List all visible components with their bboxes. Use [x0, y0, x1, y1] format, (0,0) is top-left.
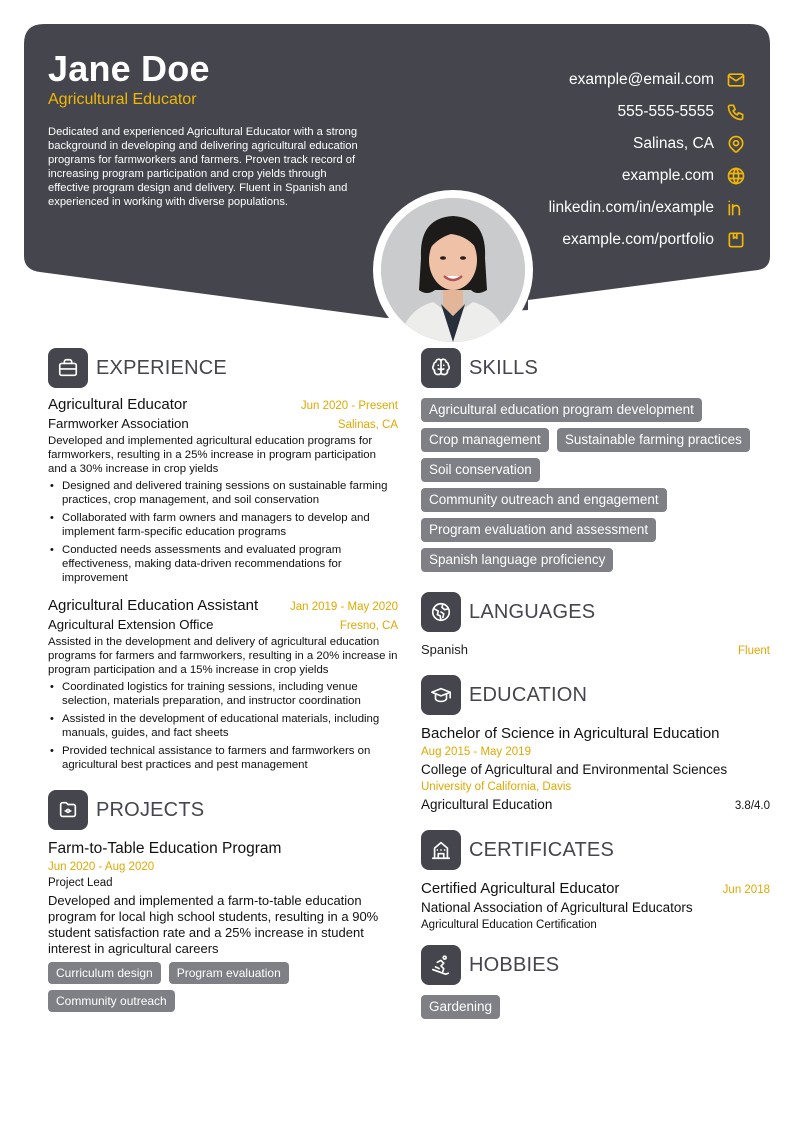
job-entry [48, 597, 398, 772]
contact-linkedin-text: linkedin.com/in/example [548, 199, 714, 216]
job-bullet: • Collaborated with farm owners and managers to develop and implement farm-specific education programs [48, 511, 398, 539]
linkedin-icon [726, 198, 746, 218]
phone-icon [726, 102, 746, 122]
job-location: Fresno, CA [339, 620, 398, 632]
job-title: Agricultural Educator [48, 396, 188, 413]
skill-tag: Program evaluation and assessment [421, 518, 656, 542]
job-entry [48, 396, 398, 585]
experience-title: EXPERIENCE [96, 356, 227, 379]
job-location: Salinas, CA [337, 419, 398, 431]
projects-header [48, 790, 398, 830]
project-entry [48, 840, 398, 1018]
folder-icon [48, 790, 88, 830]
candidate-name: Jane Doe [48, 48, 210, 89]
email-icon [726, 70, 746, 90]
project-tags [48, 962, 398, 1018]
project-description: Developed and implemented a farm-to-table education program for local high school students, resulting in a 90% student satisfaction rate and a 25% increase in student interest in agricultural careers [48, 893, 379, 956]
education-school: College of Agricultural and Environmental Sciences [421, 762, 728, 777]
contact-website-text: example.com [621, 167, 714, 184]
job-bullet: • Designed and delivered training sessions on sustainable farming practices, crop management, and soil conservation [48, 479, 398, 507]
job-description: Developed and implemented agricultural education programs for farmworkers, resulting in a 25% increase in program participation and a 30% increase in crop yields [48, 435, 376, 475]
project-tag: Community outreach [48, 990, 175, 1012]
contact-email-text: example@email.com [569, 71, 714, 88]
skill-tag: Crop management [421, 428, 549, 452]
contact-phone-text: 555-555-5555 [617, 103, 714, 120]
hobbies-title: HOBBIES [469, 953, 560, 976]
certificate-date: Jun 2018 [722, 884, 770, 896]
certificate-org: National Association of Agricultural Educators [421, 900, 693, 915]
job-bullets [48, 680, 398, 772]
job-date: Jun 2020 - Present [300, 400, 398, 412]
profile-photo-frame [373, 190, 533, 350]
hobbies-header [421, 945, 770, 985]
globe-icon [726, 166, 746, 186]
education-entry [421, 725, 770, 812]
education-degree: Bachelor of Science in Agricultural Education [421, 725, 720, 742]
skills-title: SKILLS [469, 356, 539, 379]
certificates-title: CERTIFICATES [469, 838, 615, 861]
graduation-cap-icon [421, 675, 461, 715]
skill-tag: Soil conservation [421, 458, 540, 482]
project-tag: Program evaluation [169, 962, 289, 984]
job-bullets [48, 479, 398, 585]
project-role: Project Lead [48, 877, 113, 889]
skill-tag: Spanish language proficiency [421, 548, 613, 572]
job-description: Assisted in the development and delivery of agricultural education programs for farmers and farmworkers, resulting in a 20% increase in program participation and a 15% increase in crop yields [48, 636, 398, 676]
profile-photo [381, 198, 525, 342]
languages-title: LANGUAGES [469, 600, 596, 623]
job-date: Jan 2019 - May 2020 [289, 601, 398, 613]
building-icon [421, 830, 461, 870]
left-column [48, 348, 398, 1018]
contact-email[interactable] [549, 64, 746, 96]
skill-tag: Community outreach and engagement [421, 488, 667, 512]
portfolio-icon [726, 230, 746, 250]
skiing-icon [421, 945, 461, 985]
project-title: Farm-to-Table Education Program [48, 840, 282, 857]
certificate-name: Certified Agricultural Educator [421, 880, 620, 897]
right-column [421, 348, 770, 1025]
job-title: Agricultural Education Assistant [48, 597, 259, 614]
hobby-tags [421, 995, 770, 1025]
contact-phone[interactable] [549, 96, 746, 128]
briefcase-icon [48, 348, 88, 388]
job-bullet: • Provided technical assistance to farmers and farmworkers on agricultural best practices and pest management [48, 744, 398, 772]
languages-header [421, 592, 770, 632]
contact-website[interactable] [549, 160, 746, 192]
skills-header [421, 348, 770, 388]
project-date: Jun 2020 - Aug 2020 [48, 861, 155, 873]
job-bullet: • Coordinated logistics for training sessions, including venue selection, materials preparation, and instructor coordination [48, 680, 398, 708]
certificate-entry [421, 880, 770, 931]
contact-portfolio[interactable] [549, 224, 746, 256]
language-name: Spanish [421, 642, 468, 657]
education-header [421, 675, 770, 715]
certificates-header [421, 830, 770, 870]
projects-title: PROJECTS [96, 798, 205, 821]
experience-header [48, 348, 398, 388]
contact-location-text: Salinas, CA [633, 135, 714, 152]
education-university: University of California, Davis [421, 781, 572, 793]
avatar [381, 198, 525, 342]
job-bullet: • Conducted needs assessments and evaluated program effectiveness, making data-driven recommendations for improvement [48, 543, 398, 585]
brain-icon [421, 348, 461, 388]
contact-location [549, 128, 746, 160]
job-org: Agricultural Extension Office [48, 617, 214, 632]
education-title: EDUCATION [469, 683, 588, 706]
education-gpa: 3.8/4.0 [734, 800, 770, 812]
job-bullet: • Assisted in the development of educational materials, including manuals, guides, and fact sheets [48, 712, 398, 740]
summary-text: Dedicated and experienced Agricultural Educator with a strong background in developing and delivering agricultural education programs for farmworkers and farmers. Proven track record of increasing program participation and crop yields through effective program design and delivery. Fluent in Spanish and experienced in working with diverse populations. [48, 126, 358, 208]
skill-tag: Agricultural education program development [421, 398, 702, 422]
hobby-tag: Gardening [421, 995, 500, 1019]
language-level: Fluent [738, 645, 770, 657]
skills-tags [421, 398, 770, 578]
education-field: Agricultural Education [421, 797, 553, 812]
contact-linkedin[interactable] [549, 192, 746, 224]
contact-list [549, 64, 746, 256]
skill-tag: Sustainable farming practices [557, 428, 750, 452]
translate-icon [421, 592, 461, 632]
location-icon [726, 134, 746, 154]
education-date: Aug 2015 - May 2019 [421, 746, 531, 758]
contact-portfolio-text: example.com/portfolio [562, 231, 714, 248]
project-tag: Curriculum design [48, 962, 161, 984]
job-org: Farmworker Association [48, 416, 189, 431]
certificate-description: Agricultural Education Certification [421, 919, 597, 931]
language-entry [421, 642, 770, 657]
candidate-role: Agricultural Educator [48, 91, 197, 108]
